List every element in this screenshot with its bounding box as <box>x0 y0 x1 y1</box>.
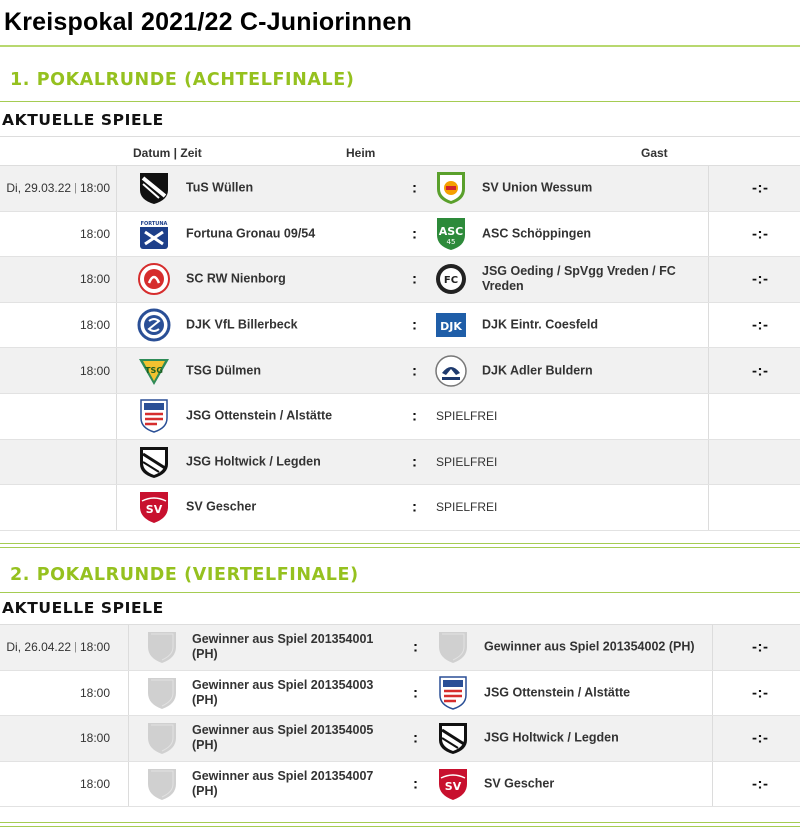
match-colon: : <box>413 729 418 747</box>
column-divider <box>708 485 709 530</box>
home-team-name[interactable]: TuS Wüllen <box>186 180 254 195</box>
match-row[interactable] <box>0 212 800 258</box>
match-score[interactable]: -:- <box>752 179 769 197</box>
match-time: 18:00 <box>79 318 110 333</box>
match-row[interactable] <box>0 440 800 486</box>
jsg-ottenstein-crest-icon <box>137 398 171 434</box>
round1-match-table <box>0 136 800 531</box>
column-divider <box>116 394 117 439</box>
match-row[interactable] <box>0 394 800 440</box>
away-team-name[interactable]: ASC Schöppingen <box>482 226 592 241</box>
sv-union-wessum-crest-icon <box>434 170 468 206</box>
match-datetime <box>0 625 116 670</box>
home-team-name[interactable]: JSG Ottenstein / Alstätte <box>186 408 333 423</box>
match-row[interactable] <box>0 762 800 808</box>
away-team-name[interactable]: JSG Ottenstein / Alstätte <box>484 685 631 700</box>
bye-label: SPIELFREI <box>436 409 498 424</box>
match-score[interactable]: -:- <box>752 729 769 747</box>
match-row[interactable] <box>0 348 800 394</box>
home-team-name[interactable]: SV Gescher <box>186 499 257 514</box>
djk-billerbeck-crest-icon <box>137 307 171 343</box>
away-team-name[interactable]: SV Union Wessum <box>482 180 593 195</box>
round2-heading: 2. POKALRUNDE (VIERTELFINALE) <box>10 565 359 585</box>
match-colon: : <box>412 270 417 288</box>
column-divider <box>116 485 117 530</box>
away-team-name[interactable]: SV Gescher <box>484 776 555 791</box>
match-row[interactable] <box>0 257 800 303</box>
column-divider <box>708 394 709 439</box>
match-score[interactable]: -:- <box>752 362 769 380</box>
match-datetime <box>0 257 116 302</box>
home-team-name[interactable]: Gewinner aus Spiel 201354003 (PH) <box>192 677 374 707</box>
svg-text:DJK: DJK <box>440 320 462 334</box>
svg-text:TSG: TSG <box>145 365 163 375</box>
home-team-name[interactable]: TSG Dülmen <box>186 363 262 378</box>
match-time: 18:00 <box>79 731 110 746</box>
svg-text:45: 45 <box>446 237 456 246</box>
match-datetime <box>0 762 116 807</box>
jsg-ottenstein-crest-icon <box>436 675 470 711</box>
round2-bottom-rule <box>0 822 800 823</box>
svg-text:FC: FC <box>443 275 459 287</box>
sv-gescher-crest-icon <box>137 489 171 525</box>
column-divider <box>708 166 709 211</box>
match-table-header <box>0 136 800 166</box>
asc-schoeppingen-crest-icon <box>434 216 468 252</box>
col-header-home: Heim <box>346 146 376 160</box>
column-divider <box>708 212 709 257</box>
match-datetime <box>0 212 116 257</box>
placeholder-crest-icon <box>145 766 179 802</box>
match-datetime <box>0 716 116 761</box>
column-divider <box>116 166 117 211</box>
jsg-holtwick-crest-icon <box>436 720 470 756</box>
match-colon: : <box>412 316 417 334</box>
match-colon: : <box>412 498 417 516</box>
away-team-name[interactable]: JSG Oeding / SpVgg Vreden / FC Vreden <box>482 264 676 294</box>
match-datetime <box>0 166 116 211</box>
match-score[interactable]: -:- <box>752 684 769 702</box>
column-divider <box>712 716 713 761</box>
match-score[interactable]: -:- <box>752 225 769 243</box>
home-team-name[interactable]: Gewinner aus Spiel 201354001 (PH) <box>192 632 374 662</box>
match-score[interactable]: -:- <box>752 316 769 334</box>
col-header-away: Gast <box>641 146 668 160</box>
match-row[interactable] <box>0 166 800 212</box>
match-time: 18:00 <box>79 181 110 196</box>
date-time-divider: | <box>74 641 77 654</box>
round2-section-heading: AKTUELLE SPIELE <box>2 599 164 617</box>
round1-heading-rule <box>0 101 800 102</box>
djk-buldern-crest-icon <box>434 353 468 389</box>
match-row[interactable] <box>0 625 800 671</box>
away-team-name[interactable]: DJK Eintr. Coesfeld <box>482 317 598 332</box>
date-time-divider: | <box>74 182 77 195</box>
column-divider <box>128 762 129 807</box>
column-divider <box>712 671 713 716</box>
match-colon: : <box>412 179 417 197</box>
title-rule <box>0 45 800 47</box>
svg-text:FORTUNA: FORTUNA <box>140 220 168 227</box>
home-team-name[interactable]: JSG Holtwick / Legden <box>186 454 321 469</box>
column-divider <box>116 303 117 348</box>
sv-gescher-crest-icon <box>436 766 470 802</box>
match-colon: : <box>412 362 417 380</box>
tus-wuellen-crest-icon <box>137 170 171 206</box>
round2-match-table <box>0 624 800 807</box>
placeholder-crest-icon <box>436 629 470 665</box>
away-team-name[interactable]: JSG Holtwick / Legden <box>484 730 619 745</box>
column-divider <box>708 440 709 485</box>
match-time: 18:00 <box>79 272 110 287</box>
match-datetime <box>0 485 116 530</box>
home-team-name[interactable]: Gewinner aus Spiel 201354007 (PH) <box>192 769 374 799</box>
sc-rw-nienborg-crest-icon <box>137 261 171 297</box>
match-score[interactable]: -:- <box>752 270 769 288</box>
match-colon: : <box>412 225 417 243</box>
home-team-name[interactable]: Fortuna Gronau 09/54 <box>186 226 316 241</box>
match-score[interactable]: -:- <box>752 775 769 793</box>
column-divider <box>708 257 709 302</box>
match-time: 18:00 <box>79 685 110 700</box>
column-divider <box>708 348 709 393</box>
column-divider <box>712 762 713 807</box>
round1-bottom-rule <box>0 543 800 544</box>
bye-label: SPIELFREI <box>436 454 498 469</box>
match-score[interactable]: -:- <box>752 638 769 656</box>
match-colon: : <box>412 407 417 425</box>
match-date: Di, 26.04.22 <box>6 640 72 655</box>
tsg-duelmen-crest-icon <box>137 353 171 389</box>
column-divider <box>128 716 129 761</box>
match-time: 18:00 <box>79 226 110 241</box>
placeholder-crest-icon <box>145 675 179 711</box>
column-divider <box>116 212 117 257</box>
jsg-oeding-crest-icon <box>434 261 468 297</box>
jsg-holtwick-crest-icon <box>137 444 171 480</box>
home-team-name[interactable]: DJK VfL Billerbeck <box>186 317 298 332</box>
column-divider <box>128 625 129 670</box>
match-time: 18:00 <box>79 363 110 378</box>
svg-text:SV: SV <box>444 780 462 794</box>
column-divider <box>712 625 713 670</box>
page-title: Kreispokal 2021/22 C-Juniorinnen <box>4 8 412 36</box>
match-row[interactable] <box>0 485 800 531</box>
placeholder-crest-icon <box>145 720 179 756</box>
home-team-name[interactable]: SC RW Nienborg <box>186 271 286 286</box>
match-colon: : <box>412 453 417 471</box>
placeholder-crest-icon <box>145 629 179 665</box>
bye-label: SPIELFREI <box>436 500 498 515</box>
column-divider <box>708 303 709 348</box>
away-team-name[interactable]: DJK Adler Buldern <box>482 363 593 378</box>
away-team-name[interactable]: Gewinner aus Spiel 201354002 (PH) <box>484 639 695 654</box>
home-team-name[interactable]: Gewinner aus Spiel 201354005 (PH) <box>192 723 374 753</box>
match-datetime <box>0 394 116 439</box>
match-time: 18:00 <box>79 640 110 655</box>
column-divider <box>116 257 117 302</box>
match-datetime <box>0 440 116 485</box>
match-row[interactable] <box>0 716 800 762</box>
match-row[interactable] <box>0 303 800 349</box>
match-datetime <box>0 348 116 393</box>
col-header-datetime: Datum | Zeit <box>133 146 202 160</box>
match-datetime <box>0 303 116 348</box>
round1-section-heading: AKTUELLE SPIELE <box>2 111 164 129</box>
djk-coesfeld-crest-icon <box>434 307 468 343</box>
column-divider <box>128 671 129 716</box>
match-colon: : <box>413 684 418 702</box>
svg-text:SV: SV <box>145 503 163 517</box>
svg-text:ASC: ASC <box>438 224 464 238</box>
round2-heading-rule <box>0 592 800 593</box>
match-datetime <box>0 671 116 716</box>
fortuna-gronau-crest-icon <box>137 216 171 252</box>
column-divider <box>116 348 117 393</box>
round1-heading: 1. POKALRUNDE (ACHTELFINALE) <box>10 70 355 90</box>
match-colon: : <box>413 638 418 656</box>
column-divider <box>116 440 117 485</box>
match-colon: : <box>413 775 418 793</box>
match-time: 18:00 <box>79 777 110 792</box>
match-row[interactable] <box>0 671 800 717</box>
match-date: Di, 29.03.22 <box>6 181 72 196</box>
